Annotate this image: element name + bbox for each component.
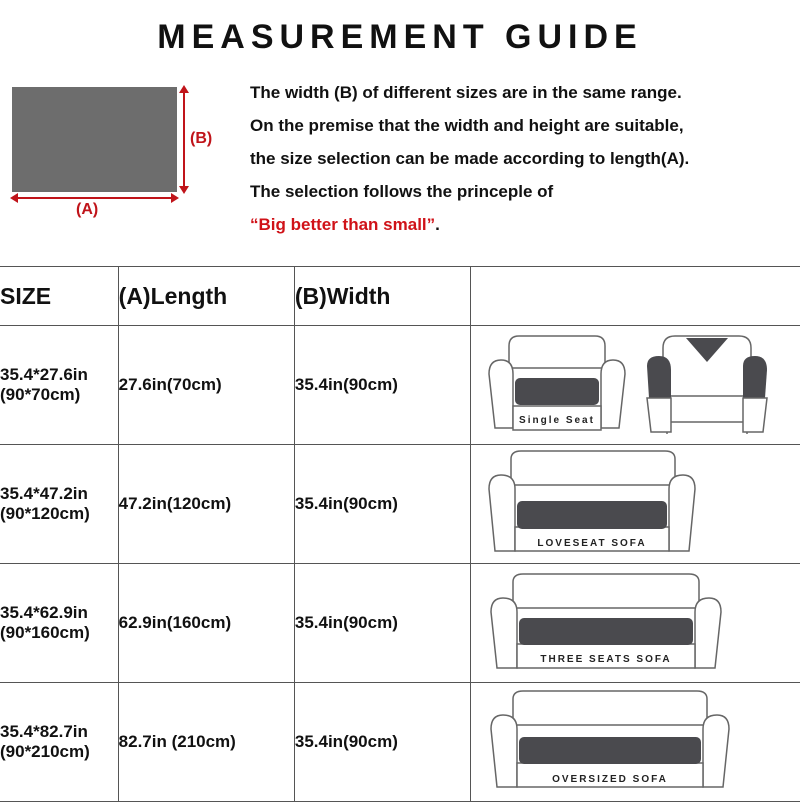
seat-cushion bbox=[515, 378, 599, 405]
sofa-caption: OVERSIZED SOFA bbox=[552, 774, 668, 785]
header-length: (A)Length bbox=[118, 267, 294, 326]
table-header-row bbox=[0, 267, 800, 326]
loveseat-illustration bbox=[471, 445, 800, 563]
size-cell bbox=[0, 564, 118, 683]
length-cell: 27.6in(70cm) bbox=[118, 326, 294, 445]
width-cell: 35.4in(90cm) bbox=[294, 564, 470, 683]
length-cell: 62.9in(160cm) bbox=[118, 564, 294, 683]
header-image bbox=[471, 267, 800, 326]
width-cell: 35.4in(90cm) bbox=[294, 326, 470, 445]
width-arrow bbox=[183, 87, 185, 192]
sofa-caption: LOVESEAT SOFA bbox=[537, 538, 646, 549]
seat-cushion bbox=[519, 737, 701, 764]
intro-line: The selection follows the princeple of bbox=[250, 175, 795, 208]
size-table bbox=[0, 266, 800, 802]
page-title: MEASUREMENT GUIDE bbox=[0, 18, 800, 57]
size-cell bbox=[0, 445, 118, 564]
table-row bbox=[0, 683, 800, 802]
seat-cushion bbox=[519, 618, 693, 645]
measurement-diagram bbox=[0, 80, 240, 230]
size-inches: 35.4*27.6in bbox=[0, 365, 118, 385]
cushion-diagram-rect bbox=[12, 87, 177, 192]
intro-line: the size selection can be made according to length(A). bbox=[250, 142, 795, 175]
width-label: (B) bbox=[190, 130, 212, 148]
size-inches: 35.4*47.2in bbox=[0, 484, 118, 504]
length-label: (A) bbox=[76, 201, 98, 219]
width-cell: 35.4in(90cm) bbox=[294, 445, 470, 564]
size-cm: (90*120cm) bbox=[0, 504, 118, 524]
table-row bbox=[0, 326, 800, 445]
single-seat-illustration bbox=[471, 326, 800, 444]
header-size: SIZE bbox=[0, 267, 118, 326]
table-row bbox=[0, 445, 800, 564]
sofa-image-cell bbox=[471, 445, 800, 564]
size-cm: (90*70cm) bbox=[0, 385, 118, 405]
length-arrow bbox=[12, 197, 177, 199]
intro-slogan bbox=[250, 208, 795, 241]
three-seats-illustration bbox=[471, 564, 800, 682]
intro-line: On the premise that the width and height are suitable, bbox=[250, 109, 795, 142]
oversized-sofa-illustration bbox=[471, 683, 800, 801]
sofa-image-cell bbox=[471, 564, 800, 683]
seat-cushion bbox=[517, 501, 667, 529]
table-row bbox=[0, 564, 800, 683]
size-cell bbox=[0, 326, 118, 445]
slogan-text: “Big better than small” bbox=[250, 215, 435, 234]
size-inches: 35.4*62.9in bbox=[0, 603, 118, 623]
intro-line: The width (B) of different sizes are in the same range. bbox=[250, 76, 795, 109]
size-cm: (90*160cm) bbox=[0, 623, 118, 643]
size-cell bbox=[0, 683, 118, 802]
width-cell: 35.4in(90cm) bbox=[294, 683, 470, 802]
slogan-period: . bbox=[435, 215, 440, 234]
sofa-caption: Single Seat bbox=[519, 415, 595, 426]
sofa-caption: THREE SEATS SOFA bbox=[540, 654, 671, 665]
intro-text bbox=[250, 76, 795, 241]
sofa-image-cell bbox=[471, 326, 800, 445]
size-cm: (90*210cm) bbox=[0, 742, 118, 762]
length-cell: 47.2in(120cm) bbox=[118, 445, 294, 564]
length-cell: 82.7in (210cm) bbox=[118, 683, 294, 802]
size-inches: 35.4*82.7in bbox=[0, 722, 118, 742]
sofa-image-cell bbox=[471, 683, 800, 802]
header-width: (B)Width bbox=[294, 267, 470, 326]
